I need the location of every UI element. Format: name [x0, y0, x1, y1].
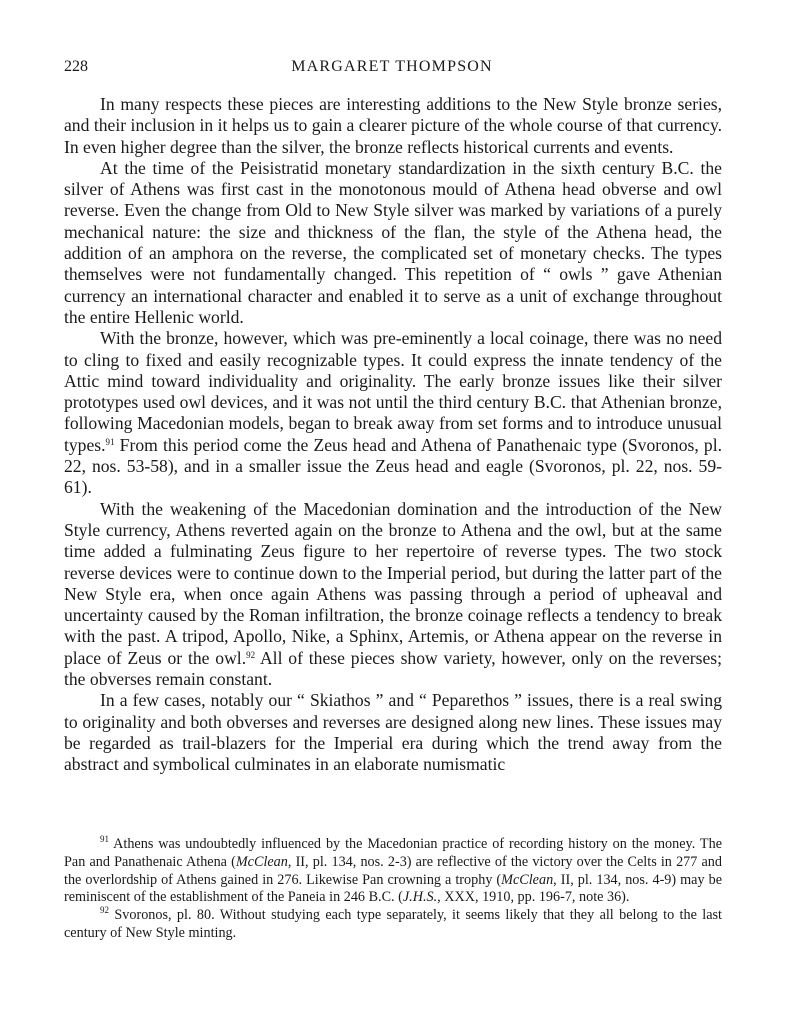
paragraph-1: In many respects these pieces are interesting additions to the New Style bronze series, and their inclusion in it helps us to gain a clearer picture of the whole course of that currency. In even higher degree than the silver, the bronze reflects historical currents and events.	[64, 94, 722, 157]
paragraph-5: In a few cases, notably our “ Skiathos ” and “ Peparethos ” issues, there is a real swing to originality and both obverses and reverses are designed along new lines. These issues may be regarded as trail-blazers for the Imperial era during which the trend away from the abstract and symbolical culminates in an elaborate numismatic	[64, 690, 722, 775]
body-text	[64, 94, 722, 776]
footnotes	[64, 836, 722, 943]
paragraph-2: At the time of the Peisistratid monetary standardization in the sixth century B.C. the silver of Athens was first cast in the monotonous mould of Athena head obverse and owl reverse. Even the change from Old to New Style silver was marked by variations of a purely mechanical nature: the size and thickness of the flan, the style of the Athena head, the addition of an amphora on the reverse, the complicated set of monetary checks. The types themselves were not fundamentally changed. This repetition of “ owls ” gave Athenian currency an international character and enabled it to serve as a unit of exchange throughout the entire Hellenic world.	[64, 157, 722, 327]
era-abbreviation: B.C.	[368, 889, 395, 906]
paragraph-3: With the bronze, however, which was pre-eminently a local coinage, there was no need to cling to fixed and easily recognizable types. It could express the innate tendency of the Attic mind toward individuality and originality. The early bronze issues like their silver prototypes used owl devices, and it was not until the third century B.C. that Athenian bronze, following Macedonian models, began to break away from set forms and to introduce unusual types.$^{91}$ From this period come the Zeus head and Athena of Panathenaic type (Svoronos, pl. 22, nos. 53-58), and in a smaller issue the Zeus head and eagle (Svoronos, pl. 22, nos. 59-61).	[64, 328, 723, 498]
running-head-author: MARGARET THOMPSON	[291, 58, 493, 75]
page-number: 228	[64, 58, 88, 75]
citation: McClean	[235, 853, 288, 870]
footnote-ref-92[interactable]: 92	[246, 649, 256, 660]
footnote-ref-91[interactable]: 91	[105, 436, 115, 447]
era-abbreviation: B.C.	[533, 392, 567, 413]
footnote-number: 92	[100, 905, 109, 916]
paragraph-4: With the weakening of the Macedonian domination and the introduction of the New Style currency, Athens reverted again on the bronze to Athena and the owl, but at the same time added a fulminating Zeus figure to her repertoire of reverse types. The two stock reverse devices were to continue down to the Imperial period, but during the latter part of the New Style era, when once again Athens was passing through a period of upheaval and uncertainty caused by the Roman infiltration, the bronze coinage reflects a tendency to break with the past. A tripod, Apollo, Nike, a Sphinx, Artemis, or Athena appear on the reverse in place of Zeus or the owl.$^{92}$ All of these pieces show variety, however, only on the reverses; the obverses remain constant.	[64, 498, 723, 690]
citation: J.H.S.	[402, 889, 438, 906]
running-head	[64, 58, 720, 82]
era-abbreviation: B.C.	[661, 157, 694, 178]
footnote-92: $^{92}$ Svoronos, pl. 80. Without studying each type separately, it seems likely that they all belong to the last century of New Style minting.	[64, 905, 722, 941]
footnote-number: 91	[100, 834, 109, 844]
citation: McClean	[501, 871, 554, 888]
footnote-91: $^{91}$ Athens was undoubtedly influenced by the Macedonian practice of recording history on the money. The Pan and Panathenaic Athena (McClean, II, pl. 134, nos. 2-3) are reflective of the victory over the Celts in 277 and the overlordship of Athens gained in 276. Likewise Pan crowning a trophy (McClean, II, pl. 134, nos. 4-9) may be reminiscent of the establishment of the Paneia in 246 B.C. (J.H.S., XXX, 1910, pp. 196-7, note 36).	[64, 834, 722, 906]
